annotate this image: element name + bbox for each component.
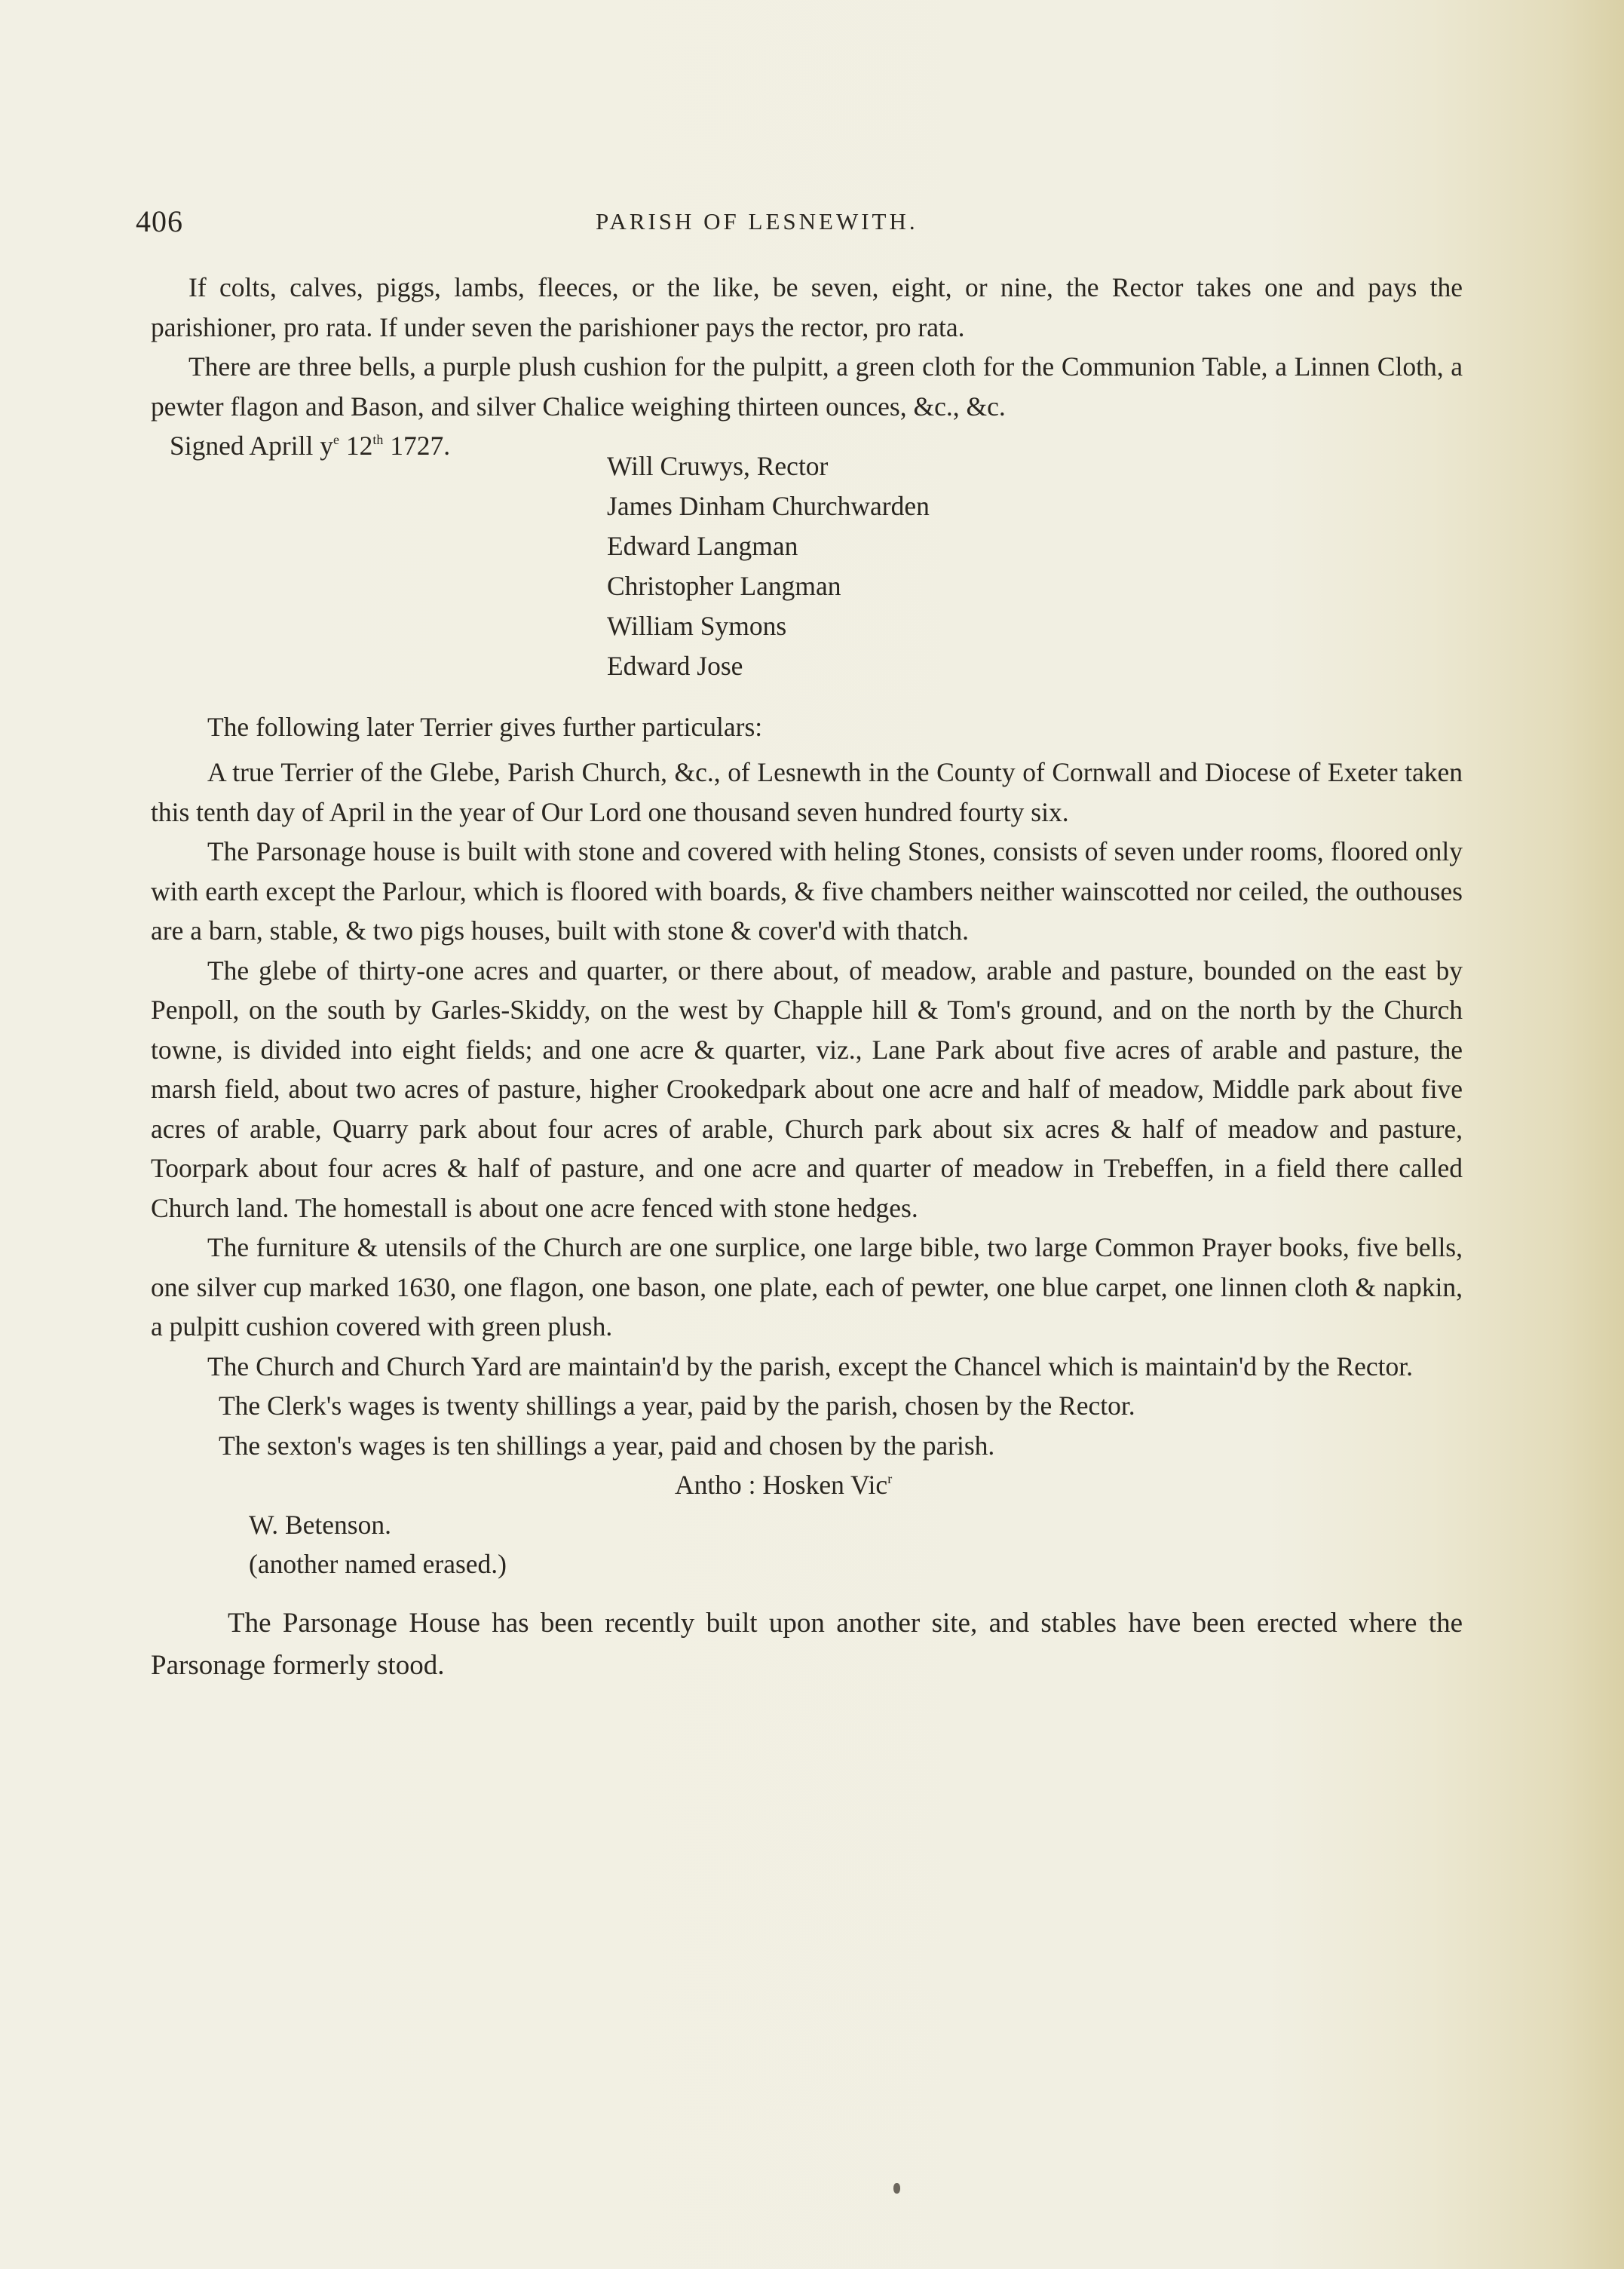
erased-name-note: (another named erased.) <box>249 1549 507 1579</box>
signatory: Edward Jose <box>607 650 743 681</box>
paragraph-furniture: The furniture & utensils of the Church are one surplice, one large bible, two large Common Prayer books, five bells, one silver cup marked 1630, one flagon, one bason, one plate, each of pewter, one blue carpet, one linnen cloth & napkin, a pulpitt cushion covered with green plush. <box>151 1232 1463 1341</box>
signatory: James Dinham Churchwarden <box>607 490 930 521</box>
paragraph-church-goods: There are three bells, a purple plush cushion for the pulpitt, a green cloth for the Communion Table, a Linnen Cloth, a pewter flagon and Bason, and silver Chalice weighing thirteen ounces, &c., &c. <box>151 351 1463 422</box>
sexton-wages-line: The sexton's wages is ten shillings a year, paid and chosen by the parish. <box>219 1430 995 1461</box>
signed-prefix: Signed Aprill y <box>170 431 333 461</box>
signed-superscript-e: e <box>332 432 339 447</box>
paragraph-church-yard: The Church and Church Yard are maintain'd by the parish, except the Chancel which is maintain'd by the Rector. <box>207 1351 1414 1381</box>
signatory: Will Cruwys, Rector <box>607 450 829 481</box>
paragraph-tithes: If colts, calves, piggs, lambs, fleeces, or the like, be seven, eight, or nine, the Rector takes one and pays the parishioner, pro rata. If under seven the parishioner pays the rector, pro rata. <box>151 272 1463 342</box>
signed-year: 1727. <box>383 431 451 461</box>
body-text <box>151 268 1463 1687</box>
signed-superscript-th: th <box>372 432 384 447</box>
betenson-signature: W. Betenson. <box>249 1509 391 1540</box>
paragraph-terrier-title: A true Terrier of the Glebe, Parish Church, &c., of Lesnewth in the County of Cornwall and Diocese of Exeter taken this tenth day of April in the year of Our Lord one thousand seven hundred fourty six. <box>151 757 1463 827</box>
page-header <box>136 204 1478 249</box>
paragraph-parsonage-house: The Parsonage house is built with stone and covered with heling Stones, consists of seven under rooms, floored only with earth except the Parlour, which is floored with boards, & five chambers neither wainscotted nor ceiled, the outhouses are a barn, stable, & two pigs houses, built with stone & cover'd with thatch. <box>151 836 1463 946</box>
clerk-wages-line: The Clerk's wages is twenty shillings a year, paid by the parish, chosen by the Rector. <box>219 1391 1135 1421</box>
signatories-list <box>607 446 1463 686</box>
signatory: Christopher Langman <box>607 570 841 601</box>
vicar-name: Antho : Hosken Vic <box>675 1470 888 1500</box>
page-number: 406 <box>136 204 183 238</box>
signatory: William Symons <box>607 610 787 641</box>
running-head: PARISH OF LESNEWITH. <box>596 208 918 235</box>
ink-smudge <box>893 2183 900 2194</box>
vicar-signature <box>151 1465 1463 1505</box>
later-terrier-intro: The following later Terrier gives further particulars: <box>207 711 763 742</box>
signed-day: 12 <box>339 431 373 461</box>
paragraph-parsonage-rebuilt: The Parsonage House has been recently built upon another site, and stables have been erected where the Parsonage formerly stood. <box>151 1607 1463 1681</box>
paragraph-glebe: The glebe of thirty-one acres and quarter, or there about, of meadow, arable and pasture, bounded on the east by Penpoll, on the south by Garles-Skiddy, on the west by Chapple hill & Tom's ground, and on the north by the Church towne, is divided into eight fields; and one acre & quarter, viz., Lane Park about five acres of arable and pasture, the marsh field, about two acres of pasture, higher Crookedpark about one acre and half of meadow, Middle park about five acres of arable, Quarry park about four acres of arable, Church park about six acres & half of meadow and pasture, Toorpark about four acres & half of pasture, and one acre and quarter of meadow in Trebeffen, in a field there called Church land. The homestall is about one acre fenced with stone hedges. <box>151 955 1463 1223</box>
signatory: Edward Langman <box>607 530 798 561</box>
vicar-superscript: r <box>887 1471 893 1486</box>
